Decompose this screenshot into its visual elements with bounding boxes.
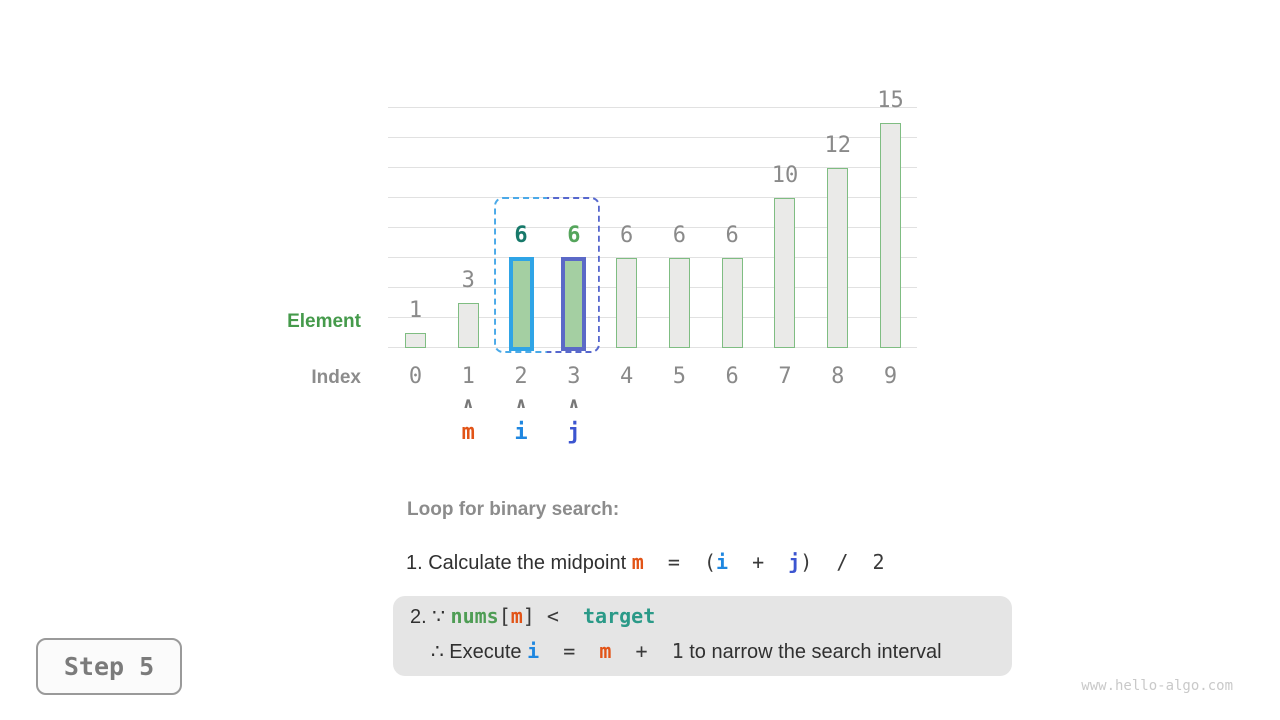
pointer-label-j: j xyxy=(567,420,581,445)
text-segment-mono: + 1 xyxy=(611,639,684,663)
text-segment-mono: = ( xyxy=(643,550,716,574)
text-segment-mono: ) / 2 xyxy=(800,550,885,574)
bar-value-label: 10 xyxy=(771,163,799,188)
text-segment-i: i xyxy=(527,639,540,663)
bar-index-1 xyxy=(458,303,479,348)
caption-step-1 xyxy=(406,549,885,576)
index-cell-7: 7 xyxy=(778,364,792,389)
bar-index-7 xyxy=(774,198,795,348)
step-button-label: Step 5 xyxy=(63,652,155,681)
index-row-label: Index xyxy=(311,367,361,388)
index-cell-6: 6 xyxy=(725,364,739,389)
caption-step-2-box xyxy=(393,596,1012,676)
caption-heading: Loop for binary search: xyxy=(407,499,620,520)
text-segment-plain: 2. ∵ xyxy=(410,606,451,628)
text-segment-mono: [ xyxy=(498,604,511,628)
bar-value-label: 15 xyxy=(877,88,904,113)
bar-index-6 xyxy=(722,258,743,348)
bar-value-label: 12 xyxy=(824,133,851,158)
index-cell-8: 8 xyxy=(831,364,845,389)
bar-value-label: 6 xyxy=(619,223,634,248)
text-segment-plain: 1. Calculate the midpoint xyxy=(406,552,632,574)
element-row-label: Element xyxy=(287,311,361,332)
watermark: www.hello-algo.com xyxy=(1081,678,1233,694)
text-segment-mono: + xyxy=(728,550,789,574)
bar-value-label: 6 xyxy=(672,223,687,248)
bar-index-9 xyxy=(880,123,901,348)
index-cell-4: 4 xyxy=(619,364,634,389)
pointer-label-m: m xyxy=(461,420,475,445)
index-cell-9: 9 xyxy=(883,364,898,389)
index-cell-3: 3 xyxy=(567,364,581,389)
text-segment-plain: ∴ Execute xyxy=(431,641,528,663)
bar-index-8 xyxy=(827,168,848,348)
pointer-caret-j: ∧ xyxy=(567,394,580,412)
index-cell-1: 1 xyxy=(461,364,475,389)
text-segment-j: j xyxy=(788,550,801,574)
text-segment-target: target xyxy=(583,604,656,628)
index-cell-2: 2 xyxy=(514,364,528,389)
step-button[interactable] xyxy=(36,638,182,695)
bar-value-label: 1 xyxy=(408,298,423,323)
index-cell-5: 5 xyxy=(672,364,687,389)
text-segment-nums: nums xyxy=(450,604,499,628)
caption-step-2-action xyxy=(431,638,942,665)
text-segment-m: m xyxy=(631,550,644,574)
text-segment-m: m xyxy=(599,639,612,663)
caption-step-2-condition xyxy=(410,603,655,630)
bar-value-label: 6 xyxy=(725,223,739,248)
bar-value-label: 6 xyxy=(514,223,528,248)
bar-index-4 xyxy=(616,258,637,348)
bar-chart xyxy=(388,88,917,348)
pointer-caret-m: ∧ xyxy=(462,394,475,412)
bar-value-label: 3 xyxy=(461,268,475,293)
text-segment-m: m xyxy=(510,604,523,628)
pointer-label-i: i xyxy=(514,420,528,445)
text-segment-i: i xyxy=(715,550,729,574)
text-segment-mono: ] < xyxy=(522,604,584,628)
text-segment-mono: = xyxy=(539,639,600,663)
index-cell-0: 0 xyxy=(408,364,423,389)
text-segment-plain: to narrow the search interval xyxy=(683,641,942,663)
bar-index-5 xyxy=(669,258,690,348)
pointer-caret-i: ∧ xyxy=(514,394,528,412)
bar-value-label: 6 xyxy=(567,223,581,248)
bar-index-0 xyxy=(405,333,426,348)
